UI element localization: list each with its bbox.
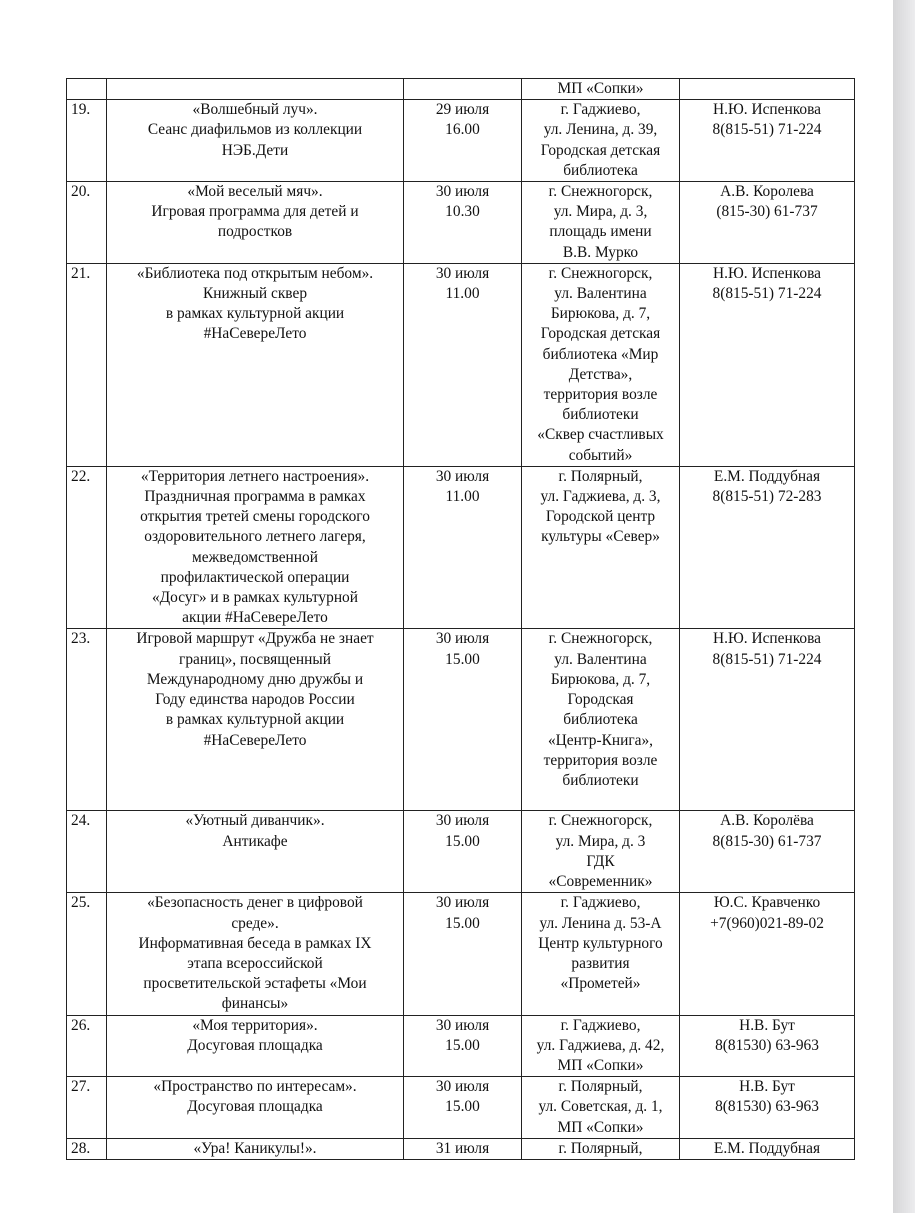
row-number: 28. [67, 1138, 107, 1159]
event-cell-line: в рамках культурной акции [165, 305, 345, 323]
event-cell-line: среде». [231, 914, 279, 932]
row-number: 23. [67, 629, 107, 811]
viewer-background [893, 0, 915, 1213]
table-row [67, 893, 855, 1015]
contact-cell-line: Е.М. Поддубная [713, 1139, 821, 1157]
row-number: 27. [67, 1077, 107, 1139]
date-cell [404, 1015, 522, 1077]
place-cell-line: Бирюкова, д. 7, [550, 305, 651, 323]
date-cell-line: 30 июля [435, 894, 490, 912]
date-cell [404, 263, 522, 466]
date-cell-line: 15.00 [445, 914, 480, 932]
contact-cell [680, 811, 855, 893]
date-cell [404, 811, 522, 893]
date-cell-line: 30 июля [435, 467, 490, 485]
place-cell-line: МП «Сопки» [557, 1118, 644, 1136]
place-cell-line: г. Снежногорск, [548, 264, 653, 282]
place-cell-line: ул. Гаджиева, д. 42, [536, 1036, 665, 1054]
table-row [67, 811, 855, 893]
event-cell-line: Досуговая площадка [187, 1098, 323, 1116]
contact-cell [680, 629, 855, 811]
event-cell-line: «Уютный диванчик». [185, 812, 325, 830]
table-row [67, 1138, 855, 1159]
event-cell [107, 263, 404, 466]
place-cell [522, 182, 680, 264]
place-cell-line: событий» [568, 446, 633, 464]
place-cell-line: ГДК [586, 852, 615, 870]
contact-cell-line: +7(960)021-89-02 [710, 914, 824, 932]
place-cell-line: МП «Сопки» [557, 80, 644, 97]
event-cell-line: Книжный сквер [202, 285, 308, 303]
place-cell-line: развития [571, 954, 630, 972]
contact-cell-line: Н.Ю. Испенкова [712, 101, 821, 119]
place-cell-line: МП «Сопки» [557, 1056, 644, 1074]
event-cell-line: Игровая программа для детей и [151, 203, 359, 221]
place-cell-line: территория возле [543, 751, 658, 769]
event-cell-line: этапа всероссийской [187, 954, 323, 972]
contact-cell-line: 8(815-51) 72-283 [712, 488, 822, 506]
table-row [67, 79, 855, 100]
table-row [67, 466, 855, 629]
events-table [66, 78, 855, 1160]
event-cell-line: «Пространство по интересам». [153, 1078, 357, 1096]
contact-cell-line: Е.М. Поддубная [713, 467, 821, 485]
place-cell-line: Центр культурного [538, 934, 663, 952]
contact-cell-line: Н.В. Бут [739, 1016, 795, 1034]
event-cell-line: Информативная беседа в рамках IX [138, 934, 372, 952]
place-cell-line: «Прометей» [560, 975, 641, 993]
place-cell-line: культуры «Север» [541, 528, 660, 546]
date-cell-line: 15.00 [445, 1098, 480, 1116]
place-cell-line: библиотека [563, 161, 638, 179]
place-cell-line: ул. Ленина, д. 39, [543, 121, 658, 139]
place-cell-line: «Современник» [548, 873, 653, 891]
date-cell-line: 29 июля [435, 101, 490, 119]
event-cell-line: в рамках культурной акции [165, 711, 345, 729]
place-cell-line: ул. Валентина [554, 285, 647, 303]
place-cell-line: библиотеки [562, 406, 639, 424]
row-number: 24. [67, 811, 107, 893]
place-cell-line: Городская [567, 691, 634, 709]
contact-cell-line: 8(815-51) 71-224 [712, 285, 822, 303]
contact-cell-line: 8(815-51) 71-224 [712, 650, 822, 668]
place-cell [522, 629, 680, 811]
event-cell-line: «Безопасность денег в цифровой [147, 894, 363, 912]
place-cell-line: территория возле [543, 386, 658, 404]
contact-cell [680, 1015, 855, 1077]
event-cell [107, 1077, 404, 1139]
event-cell-line: «Моя территория». [192, 1016, 318, 1034]
event-cell-line: Сеанс диафильмов из коллекции [147, 121, 363, 139]
place-cell-line: ул. Валентина [554, 650, 647, 668]
place-cell-line: библиотека [563, 711, 638, 729]
date-cell-line: 15.00 [445, 650, 480, 668]
contact-cell-line: Ю.С. Кравченко [713, 894, 821, 912]
place-cell [522, 263, 680, 466]
date-cell-line: 16.00 [445, 121, 480, 139]
event-cell-line: «Территория летнего настроения». [140, 467, 370, 485]
place-cell-line: библиотека «Мир [542, 345, 659, 363]
place-cell-line: г. Снежногорск, [548, 812, 653, 830]
event-cell-line: «Волшебный луч». [192, 101, 318, 119]
place-cell [522, 1077, 680, 1139]
place-cell-line: г. Гаджиево, [560, 101, 641, 119]
date-cell-line: 10.30 [445, 203, 480, 221]
contact-cell-line: А.В. Королева [720, 183, 814, 201]
place-cell [522, 100, 680, 182]
date-cell [404, 1138, 522, 1159]
contact-cell [680, 182, 855, 264]
place-cell [522, 466, 680, 629]
event-cell [107, 1015, 404, 1077]
event-cell-line: межведомственной [192, 548, 318, 566]
event-cell [107, 466, 404, 629]
contact-cell-line: Н.Ю. Испенкова [712, 264, 821, 282]
contact-cell [680, 1138, 855, 1159]
event-cell-line: финансы» [221, 995, 289, 1013]
table-row [67, 629, 855, 811]
contact-cell [680, 263, 855, 466]
place-cell [522, 893, 680, 1015]
contact-cell [680, 100, 855, 182]
date-cell-line: 30 июля [435, 1078, 490, 1096]
event-cell-line: оздоровительного летнего лагеря, [144, 528, 366, 546]
place-cell-line: «Сквер счастливых [537, 426, 664, 444]
event-cell [107, 100, 404, 182]
contact-cell-line: А.В. Королёва [720, 812, 814, 830]
event-cell-line: границ», посвященный [179, 650, 331, 668]
contact-cell-line: Н.В. Бут [739, 1078, 795, 1096]
table-row [67, 263, 855, 466]
event-cell-line: «Ура! Каникулы!». [193, 1139, 317, 1157]
date-cell [404, 893, 522, 1015]
table-row [67, 182, 855, 264]
contact-cell [680, 79, 855, 100]
date-cell-line: 30 июля [435, 630, 490, 648]
place-cell-line: ул. Гаджиева, д. 3, [540, 488, 661, 506]
event-cell-line: «Досуг» и в рамках культурной [151, 589, 358, 607]
event-cell-line: Досуговая площадка [187, 1036, 323, 1054]
place-cell-line: Бирюкова, д. 7, [550, 670, 651, 688]
event-cell [107, 811, 404, 893]
event-cell-line: профилактической операции [160, 568, 350, 586]
event-cell-line: Году единства народов России [155, 691, 355, 709]
place-cell-line: г. Полярный, [558, 1078, 643, 1096]
place-cell-line: Городская детская [540, 141, 661, 159]
contact-cell-line: (815-30) 61-737 [716, 203, 818, 221]
event-cell-line: «Мой веселый мяч». [187, 183, 323, 201]
place-cell-line: г. Полярный, [558, 1139, 643, 1157]
event-cell-line: просветительской эстафеты «Мои [143, 975, 367, 993]
events-table-body [67, 79, 855, 1160]
contact-cell-line: Н.Ю. Испенкова [712, 630, 821, 648]
place-cell-line: В.В. Мурко [562, 243, 639, 261]
place-cell-line: ул. Мира, д. 3 [555, 832, 646, 850]
date-cell [404, 79, 522, 100]
date-cell-line: 11.00 [445, 488, 480, 506]
place-cell-line: г. Гаджиево, [560, 1016, 641, 1034]
place-cell-line: площадь имени [549, 223, 652, 241]
event-cell-line: Антикафе [222, 832, 288, 850]
place-cell [522, 811, 680, 893]
place-cell-line: г. Полярный, [558, 467, 643, 485]
place-cell-line: «Центр-Книга», [547, 731, 654, 749]
place-cell [522, 1015, 680, 1077]
place-cell-line: Городской центр [545, 508, 656, 526]
row-number: 26. [67, 1015, 107, 1077]
row-number [67, 79, 107, 100]
contact-cell-line: 8(815-51) 71-224 [712, 121, 822, 139]
date-cell [404, 1077, 522, 1139]
date-cell-line: 31 июля [435, 1139, 490, 1157]
event-cell [107, 1138, 404, 1159]
place-cell-line: библиотеки [562, 771, 639, 789]
place-cell-line: Городская детская [540, 325, 661, 343]
event-cell [107, 182, 404, 264]
contact-cell [680, 893, 855, 1015]
row-number: 22. [67, 466, 107, 629]
table-row [67, 1015, 855, 1077]
place-cell-line: Детства», [568, 365, 633, 383]
date-cell [404, 466, 522, 629]
date-cell-line: 11.00 [445, 285, 480, 303]
table-row [67, 1077, 855, 1139]
place-cell [522, 1138, 680, 1159]
event-cell-line: #НаСевереЛето [203, 731, 307, 749]
place-cell-line: ул. Мира, д. 3, [553, 203, 648, 221]
event-cell-line: «Библиотека под открытым небом». [136, 264, 374, 282]
event-cell-line: подростков [217, 223, 293, 241]
contact-cell-line: 8(81530) 63-963 [715, 1098, 819, 1116]
event-cell-line: Праздничная программа в рамках [144, 488, 366, 506]
place-cell-line: г. Гаджиево, [560, 894, 641, 912]
event-cell [107, 629, 404, 811]
date-cell-line: 30 июля [435, 812, 490, 830]
row-number: 19. [67, 100, 107, 182]
place-cell [522, 79, 680, 100]
date-cell-line: 30 июля [435, 1016, 490, 1034]
row-number: 20. [67, 182, 107, 264]
place-cell-line: ул. Ленина д. 53-А [539, 914, 662, 932]
event-cell-line: акции #НаСевереЛето [182, 609, 328, 627]
date-cell-line: 30 июля [435, 183, 490, 201]
contact-cell [680, 1077, 855, 1139]
event-cell-line: Международному дню дружбы и [146, 670, 364, 688]
event-cell [107, 893, 404, 1015]
row-number: 25. [67, 893, 107, 1015]
event-cell-line: НЭБ.Дети [221, 141, 289, 159]
contact-cell-line: 8(815-30) 61-737 [712, 832, 822, 850]
date-cell [404, 629, 522, 811]
event-cell-line: Игровой маршрут «Дружба не знает [136, 630, 374, 648]
date-cell [404, 182, 522, 264]
table-row [67, 100, 855, 182]
date-cell [404, 100, 522, 182]
place-cell-line: г. Снежногорск, [548, 183, 653, 201]
date-cell-line: 15.00 [445, 1036, 480, 1054]
event-cell-line: открытия третей смены городского [140, 508, 370, 526]
event-cell-line: #НаСевереЛето [203, 325, 307, 343]
contact-cell [680, 466, 855, 629]
date-cell-line: 30 июля [435, 264, 490, 282]
event-cell [107, 79, 404, 100]
row-number: 21. [67, 263, 107, 466]
contact-cell-line: 8(81530) 63-963 [715, 1036, 819, 1054]
place-cell-line: г. Снежногорск, [548, 630, 653, 648]
place-cell-line: ул. Советская, д. 1, [538, 1098, 663, 1116]
date-cell-line: 15.00 [445, 832, 480, 850]
